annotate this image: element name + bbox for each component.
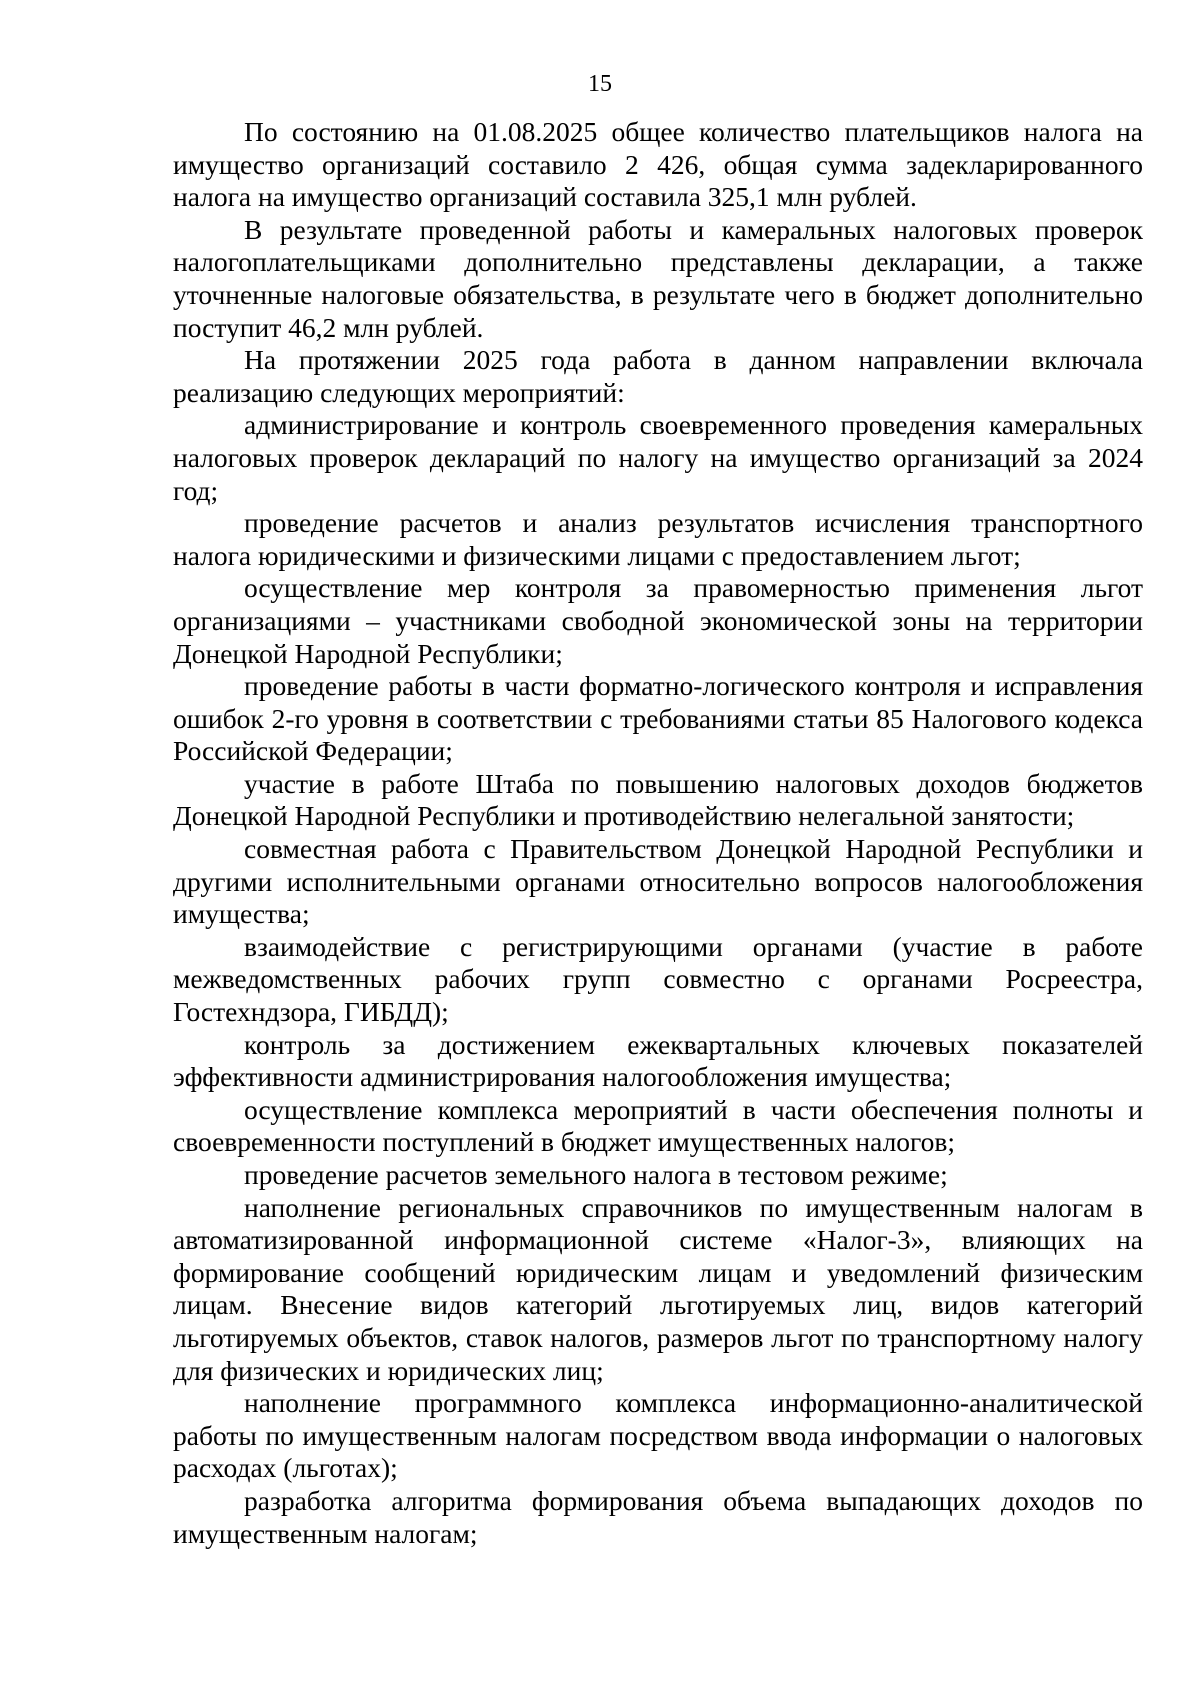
list-item-format-logic-control: проведение работы в части форматно-логического контроля и исправления ошибок 2-го уровня в соответствии с требованиями статьи 85 Налогового кодекса Российской Федерации;: [173, 670, 1143, 767]
list-item-land-tax-test: проведение расчетов земельного налога в тестовом режиме;: [244, 1159, 948, 1190]
list-item-desk-audits: администрирование и контроль своевременного проведения камеральных налоговых проверок деклараций по налогу на имущество организаций за 2024 год;: [173, 409, 1143, 506]
list-item-analytics-complex: наполнение программного комплекса информационно-аналитической работы по имущественным налогам посредством ввода информации о налоговых расходах (льготах);: [173, 1387, 1143, 1484]
list-item-registrar-interaction: взаимодействие с регистрирующими органами (участие в работе межведомственных рабочих групп совместно с органами Росреестра, Гостехндзора, ГИБДД);: [173, 930, 1143, 1028]
list-item-government-cooperation: совместная работа с Правительством Донецкой Народной Республики и другими исполнительными органами относительно вопросов налогообложения имущества;: [173, 833, 1143, 930]
document-body: [173, 116, 1143, 1550]
page-number: 15: [588, 71, 612, 97]
paragraph-audit-results: В результате проведенной работы и камеральных налоговых проверок налогоплательщиками дополнительно представлены декларации, а также уточненные налоговые обязательства, в результате чего в бюджет дополнительно поступит 46,2 млн рублей.: [173, 213, 1143, 343]
list-item-reference-books: наполнение региональных справочников по имущественным налогам в автоматизированной информационной системе «Налог-3», влияющих на формирование сообщений юридическим лицам и уведомлений физическим лицам. Внесение видов категорий льготируемых лиц, видов категорий льготируемых объектов, ставок налогов, размеров льгот по транспортному налогу для физических и юридических лиц;: [173, 1191, 1143, 1386]
list-item-revenue-completeness: осуществление комплекса мероприятий в части обеспечения полноты и своевременности поступлений в бюджет имущественных налогов;: [173, 1093, 1143, 1158]
list-item-headquarters-participation: участие в работе Штаба по повышению налоговых доходов бюджетов Донецкой Народной Республики и противодействию нелегальной занятости;: [173, 767, 1143, 832]
paragraph-activities-intro: На протяжении 2025 года работа в данном направлении включала реализацию следующих мероприятий:: [173, 344, 1143, 408]
paragraph-payers-count: По состоянию на 01.08.2025 общее количество плательщиков налога на имущество организаций составило 2 426, общая сумма задекларированного налога на имущество организаций составила 325,1 млн рублей.: [173, 116, 1143, 213]
list-item-lost-revenue-algorithm: разработка алгоритма формирования объема выпадающих доходов по имущественным налогам;: [173, 1484, 1143, 1549]
list-item-transport-tax-calc: проведение расчетов и анализ результатов исчисления транспортного налога юридическими и физическими лицами с предоставлением льгот;: [173, 507, 1143, 571]
list-item-benefit-control: осуществление мер контроля за правомерностью применения льгот организациями – участниками свободной экономической зоны на территории Донецкой Народной Республики;: [173, 572, 1143, 669]
list-item-kpi-control: контроль за достижением ежеквартальных ключевых показателей эффективности администрирования налогообложения имущества;: [173, 1028, 1143, 1093]
